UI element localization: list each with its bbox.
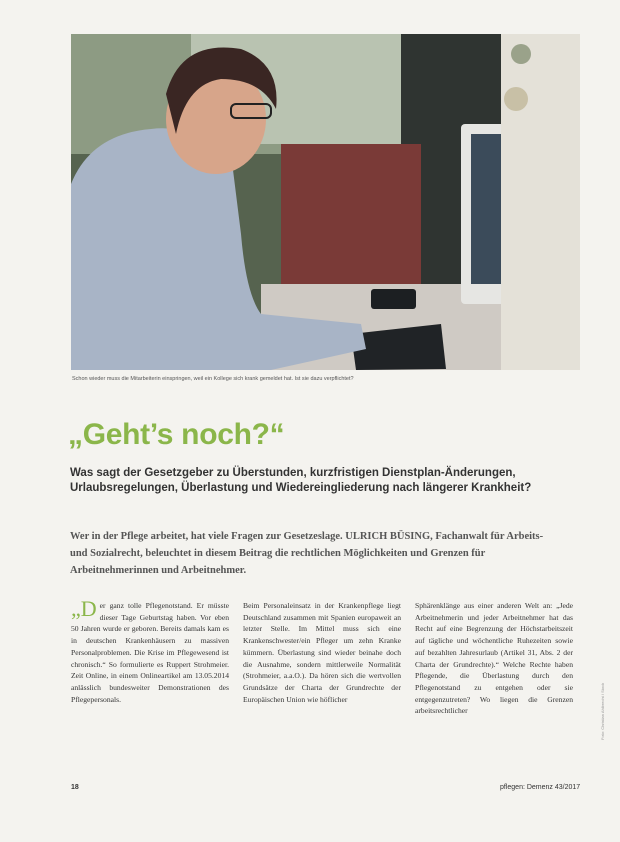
text-column-2: Beim Personaleinsatz in der Krankenpflege liegt Deutschland zusammen mit Spanien europaweit an letzter Stelle. Im Mittel muss sich eine Krankenschwester/ein Pfleger um zehn Kranke kümmern. Überlastung sind wieder beinahe doch die Ausnahme, sondern mittlerweile Normalität (Strohmeier, a.a.O.). Da hören sich die wertvollen Grundsätze der Charta der Grundrechte der Europäischen Union wie höflicher bbox=[243, 601, 401, 704]
column-1-text: er ganz tolle Pflegenotstand. Er müsste dieser Tage Geburtstag haben. Vor eben 50 Jahren wurde er geboren. Bereits damals kam es in deutschen Krankenhäusern zu massiven Personalproblemen. Die Krise im Pflegewesend ist chronisch.“ So formulierte es Ruppert Strohmeier. Zeit Online, in einem Onlineartikel am 13.05.2014 anlässlich bundesweiter Demonstrationen des Pflegepersonals. bbox=[71, 601, 229, 704]
article-title: „Geht’s noch?“ bbox=[68, 418, 285, 451]
office-scene-image bbox=[71, 34, 580, 370]
photo-credit: Foto: Christian Ahlbrecht / Stock bbox=[600, 682, 605, 740]
article-subtitle: Was sagt der Gesetzgeber zu Überstunden, kurzfristigen Dienstplan-Änderungen, Urlaubsregelungen, Überlastung und Wiedereingliederung nach längerer Krankheit? bbox=[70, 467, 532, 494]
text-column-1 bbox=[71, 596, 229, 705]
publication-info: pflegen: Demenz 43/2017 bbox=[500, 784, 581, 791]
article-photo bbox=[71, 34, 580, 370]
dropcap: „D bbox=[71, 596, 97, 621]
article-lead: Wer in der Pflege arbeitet, hat viele Fragen zur Gesetzeslage. ULRICH BÜSING, Fachanwalt für Arbeits- und Sozialrecht, beleuchtet in diesem Beitrag die rechtlichen Möglichkeiten und Grenzen für Arbeitnehmerinnen und Arbeitnehmer. bbox=[70, 531, 544, 576]
text-column-3: Sphärenklänge aus einer anderen Welt an: „Jede Arbeitnehmerin und jeder Arbeitnehmer hat das Recht auf eine Begrenzung der Höchstarbeitszeit auf tägliche und wöchentliche Ruhezeiten sowie auf bezahlten Jahresurlaub (Artikel 31, Abs. 2 der Charta der Grundrechte).“ Welche Rechte haben Pflegende, die Überlastung durch den Pflegenotstand zu entgehen oder sie entgegenzutreten? Wo liegen die Grenzen arbeitsrechtlicher bbox=[415, 601, 573, 716]
photo-caption: Schon wieder muss die Mitarbeiterin einspringen, weil ein Kollege sich krank gemeldet hat. Ist sie dazu verpflichtet? bbox=[72, 376, 354, 382]
page-number: 18 bbox=[71, 784, 79, 791]
